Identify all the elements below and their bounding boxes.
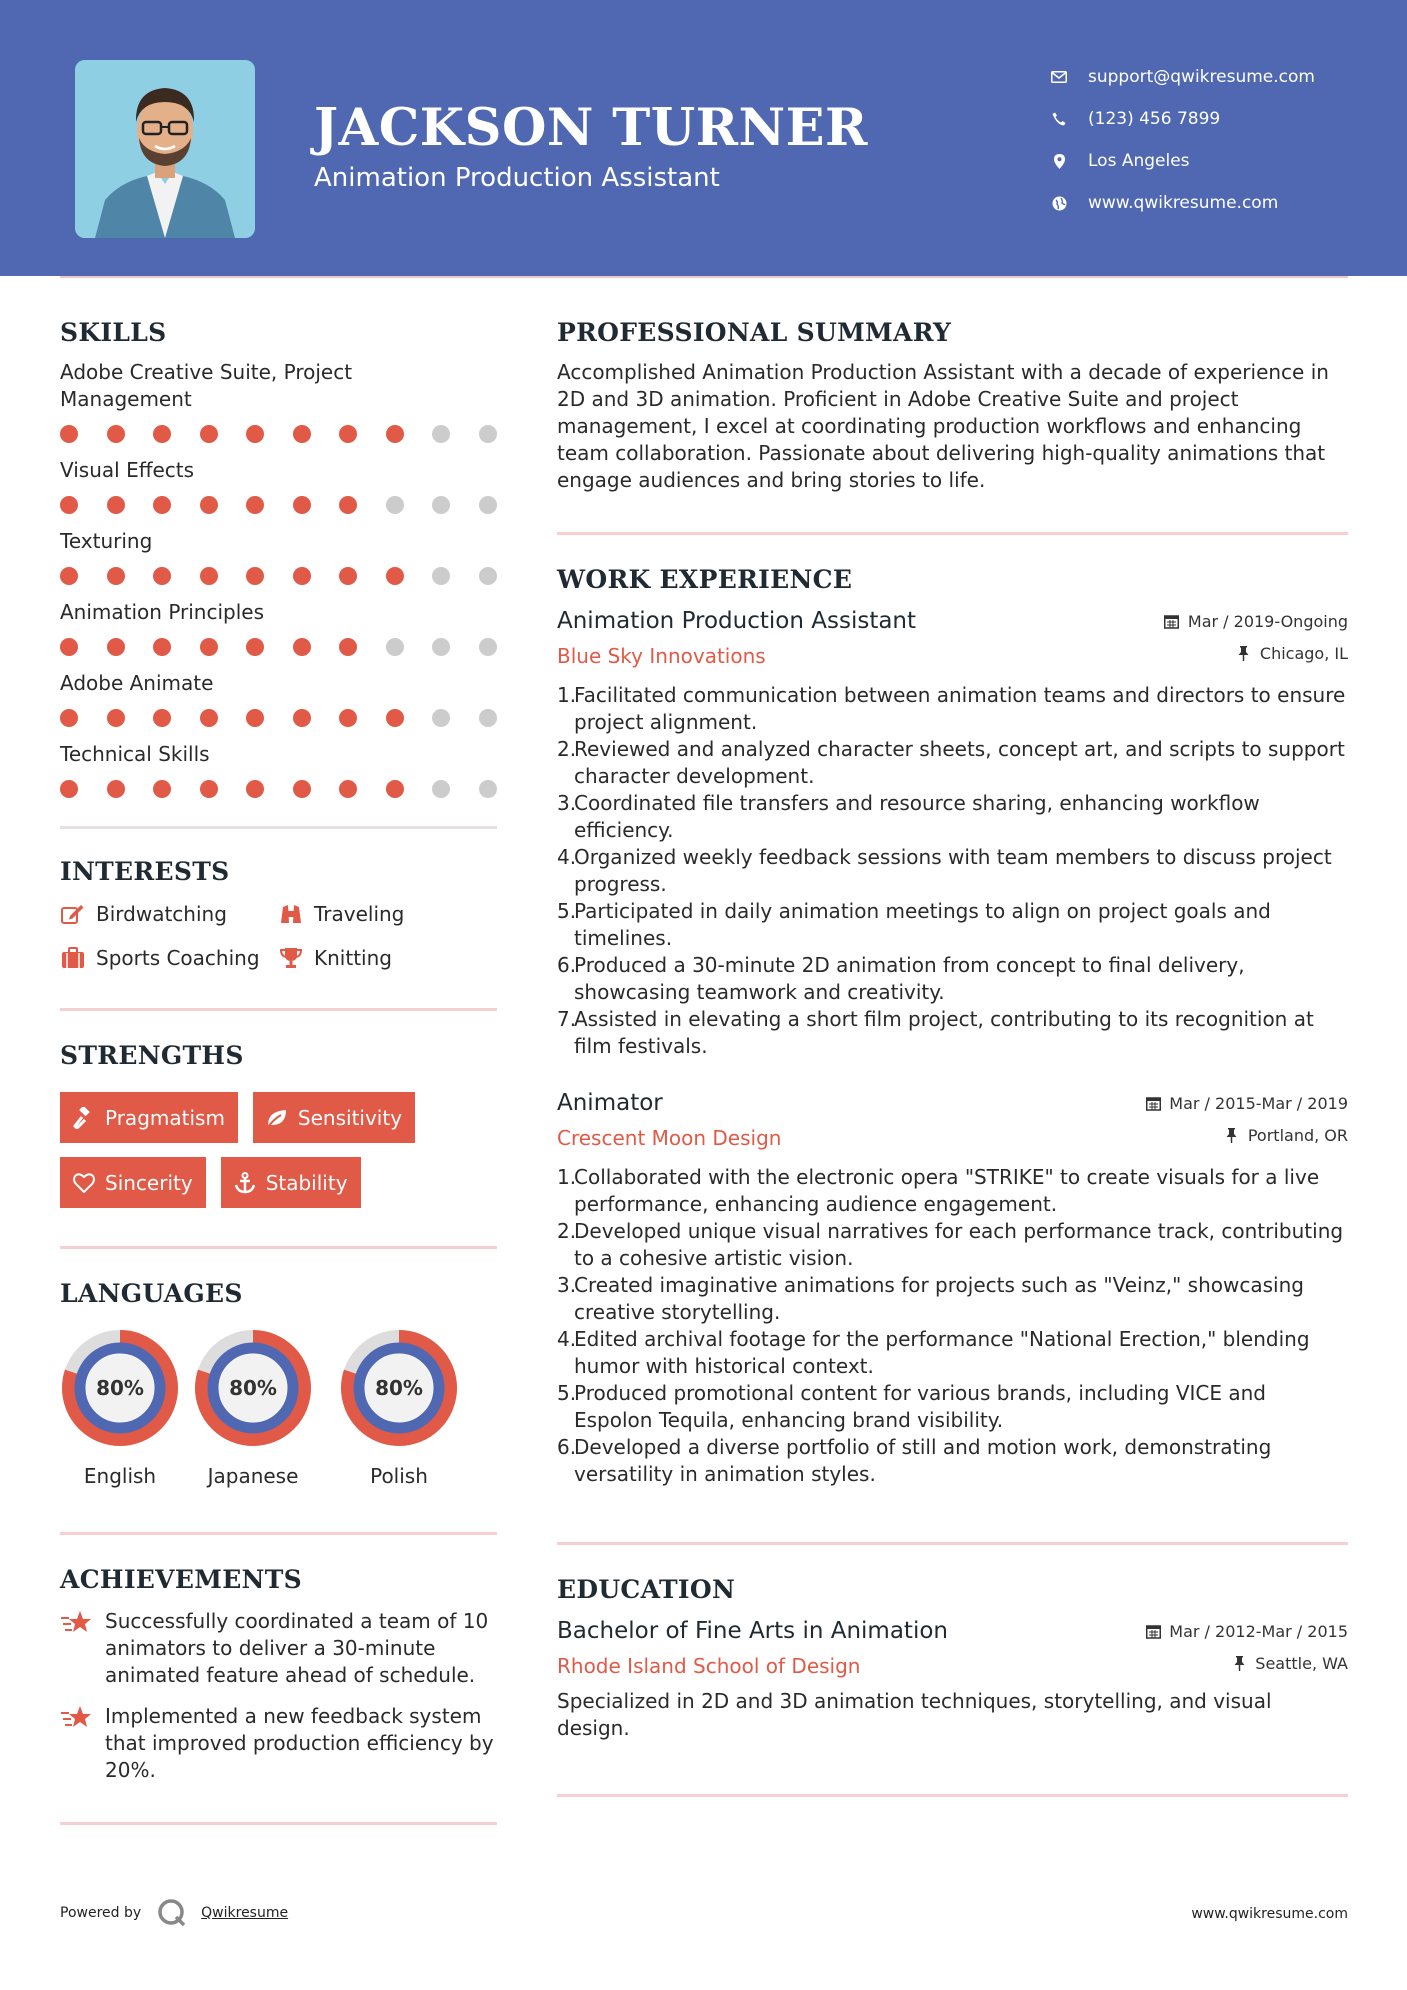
rating-dot-filled — [200, 638, 218, 656]
interest-label: Knitting — [314, 946, 392, 970]
rating-dot-filled — [386, 780, 404, 798]
bullet-text: Produced promotional content for various brands, including VICE and Espolon Tequila, enhancing brand visibility. — [574, 1381, 1267, 1432]
section-divider — [60, 1008, 497, 1011]
header-divider — [60, 276, 1348, 278]
rating-dot-filled — [107, 425, 125, 443]
job-location-text: Portland, OR — [1247, 1126, 1348, 1145]
header — [0, 0, 1407, 276]
job-bullets — [557, 682, 1348, 1060]
education-head — [557, 1618, 1348, 1644]
strength-label: Stability — [265, 1170, 348, 1195]
summary-section — [557, 318, 1348, 494]
rating-dot-filled — [153, 567, 171, 585]
rating-dot-filled — [153, 496, 171, 514]
map-marker-icon — [1050, 152, 1068, 170]
rating-dot-filled — [386, 567, 404, 585]
languages-heading: LANGUAGES — [60, 1279, 243, 1308]
job-dates — [1145, 1094, 1348, 1113]
rating-dot-filled — [293, 425, 311, 443]
achievement-text: Implemented a new feedback system that improved production efficiency by 20%. — [105, 1704, 494, 1782]
rating-dot-filled — [246, 638, 264, 656]
rating-dot-filled — [200, 425, 218, 443]
skill-name: Animation Principles — [60, 600, 265, 624]
profile-photo — [75, 60, 255, 238]
language-percent: 80% — [229, 1376, 277, 1400]
rating-dot-filled — [339, 567, 357, 585]
rating-dot-filled — [246, 780, 264, 798]
interest-label: Traveling — [314, 902, 405, 926]
rating-dot-filled — [246, 496, 264, 514]
rating-dot-filled — [60, 638, 78, 656]
strength-badge — [60, 1157, 206, 1208]
experience-section — [557, 565, 1348, 1488]
bullet-number: 6. — [557, 1435, 577, 1459]
rating-dot-empty — [432, 638, 450, 656]
job-entry — [557, 1090, 1348, 1488]
strength-label: Sensitivity — [297, 1105, 403, 1130]
section-divider — [60, 1532, 497, 1535]
section-divider — [60, 1822, 497, 1825]
heart-icon — [73, 1172, 95, 1194]
languages-list — [60, 1328, 497, 1488]
interests-list — [60, 902, 497, 970]
rating-dot-filled — [60, 425, 78, 443]
interest-item — [60, 946, 278, 970]
strengths-section — [60, 1041, 497, 1208]
rating-dot-filled — [153, 425, 171, 443]
left-column — [60, 318, 497, 1825]
achievement-item — [60, 1608, 497, 1689]
skill-rating — [60, 496, 497, 514]
section-divider — [60, 1246, 497, 1249]
bullet-number: 1. — [557, 683, 577, 707]
bullet-text: Participated in daily animation meetings to align on project goals and timelines. — [574, 899, 1271, 950]
language-name: Polish — [370, 1464, 428, 1488]
contact-location — [1050, 140, 1315, 182]
job-dates — [1164, 612, 1348, 631]
candidate-title: Animation Production Assistant — [314, 163, 720, 193]
skill-rating — [60, 425, 497, 443]
job-head — [557, 608, 1348, 634]
contact-website-text: www.qwikresume.com — [1088, 193, 1279, 213]
education-dates — [1145, 1622, 1348, 1641]
job-bullet — [557, 844, 1348, 898]
education-description: Specialized in 2D and 3D animation techniques, storytelling, and visual design. — [557, 1689, 1272, 1740]
contact-list — [1050, 56, 1315, 224]
interest-label: Birdwatching — [96, 902, 227, 926]
rating-dot-filled — [60, 567, 78, 585]
experience-heading: WORK EXPERIENCE — [557, 565, 853, 594]
leaf-icon — [266, 1107, 288, 1129]
rating-dot-filled — [246, 567, 264, 585]
job-bullet — [557, 898, 1348, 952]
footer-website[interactable]: www.qwikresume.com — [1191, 1906, 1348, 1922]
rating-dot-empty — [432, 425, 450, 443]
bullet-text: Developed unique visual narratives for each performance track, contributing to a cohesive artistic vision. — [574, 1219, 1344, 1270]
language-ring — [193, 1328, 313, 1448]
contact-location-text: Los Angeles — [1088, 151, 1190, 171]
pin-icon — [1224, 1128, 1240, 1144]
skill-name: Texturing — [60, 529, 153, 553]
interest-item — [278, 946, 478, 970]
bullet-number: 5. — [557, 899, 577, 923]
job-subhead — [557, 1126, 1348, 1150]
job-title: Animator — [557, 1090, 663, 1116]
interest-label: Sports Coaching — [96, 946, 260, 970]
language-percent: 80% — [375, 1376, 423, 1400]
rating-dot-filled — [107, 638, 125, 656]
bullet-number: 3. — [557, 1273, 577, 1297]
language-ring — [339, 1328, 459, 1448]
rating-dot-empty — [386, 638, 404, 656]
rating-dot-filled — [339, 425, 357, 443]
achievements-heading: ACHIEVEMENTS — [60, 1565, 302, 1594]
bullet-number: 3. — [557, 791, 577, 815]
bullet-number: 7. — [557, 1007, 577, 1031]
rating-dot-filled — [200, 496, 218, 514]
job-dates-text: Mar / 2019-Ongoing — [1187, 612, 1348, 631]
pin-icon — [1231, 1656, 1247, 1672]
skill-name: Technical Skills — [60, 742, 210, 766]
rating-dot-filled — [386, 425, 404, 443]
contact-phone[interactable] — [1050, 98, 1315, 140]
rating-dot-filled — [60, 709, 78, 727]
language-percent: 80% — [96, 1376, 144, 1400]
education-location-text: Seattle, WA — [1255, 1654, 1348, 1673]
rating-dot-empty — [432, 709, 450, 727]
achievement-item — [60, 1703, 497, 1784]
skill-name: Adobe Animate — [60, 671, 214, 695]
rating-dot-filled — [339, 638, 357, 656]
strength-badge — [221, 1157, 361, 1208]
strength-label: Pragmatism — [105, 1105, 225, 1130]
calendar-icon — [1164, 614, 1180, 630]
language-name: English — [83, 1464, 157, 1488]
trophy-icon — [278, 946, 304, 970]
phone-icon — [1050, 110, 1068, 128]
brand-link[interactable]: Qwikresume — [201, 1905, 289, 1921]
section-divider — [557, 1542, 1348, 1545]
interest-item — [278, 902, 478, 926]
job-bullet — [557, 1006, 1348, 1060]
gavel-icon — [73, 1107, 95, 1129]
language-item — [60, 1328, 180, 1488]
rating-dot-filled — [200, 567, 218, 585]
summary-heading: PROFESSIONAL SUMMARY — [557, 318, 952, 347]
achievements-section — [60, 1565, 497, 1784]
pin-icon — [1236, 646, 1252, 662]
rating-dot-empty — [432, 780, 450, 798]
bullet-text: Organized weekly feedback sessions with team members to discuss project progress. — [574, 845, 1332, 896]
skills-heading: SKILLS — [60, 318, 167, 347]
rating-dot-filled — [293, 496, 311, 514]
job-bullet — [557, 1326, 1348, 1380]
education-heading: EDUCATION — [557, 1575, 736, 1604]
job-location — [1236, 644, 1348, 663]
rating-dot-empty — [479, 496, 497, 514]
rating-dot-filled — [339, 709, 357, 727]
strength-badge — [60, 1092, 238, 1143]
job-bullet — [557, 952, 1348, 1006]
qwikresume-logo-icon — [157, 1898, 187, 1928]
section-divider — [557, 532, 1348, 535]
rating-dot-filled — [293, 709, 311, 727]
bullet-text: Developed a diverse portfolio of still and motion work, demonstrating versatility in animation styles. — [574, 1435, 1272, 1486]
rating-dot-empty — [479, 780, 497, 798]
education-location — [1231, 1654, 1348, 1673]
rating-dot-empty — [479, 567, 497, 585]
skills-section — [60, 318, 497, 798]
job-bullet — [557, 1218, 1348, 1272]
job-location-text: Chicago, IL — [1259, 644, 1348, 663]
rating-dot-filled — [107, 780, 125, 798]
powered-by-label: Powered by — [60, 1905, 142, 1921]
job-bullet — [557, 1380, 1348, 1434]
bullet-text: Created imaginative animations for projects such as "Veinz," showcasing creative storytelling. — [574, 1273, 1304, 1324]
rating-dot-filled — [293, 780, 311, 798]
language-ring — [60, 1328, 180, 1448]
education-subhead — [557, 1654, 1348, 1678]
skill-name: Adobe Creative Suite, Project Management — [60, 360, 353, 411]
education-dates-text: Mar / 2012-Mar / 2015 — [1169, 1622, 1348, 1641]
rating-dot-filled — [293, 638, 311, 656]
language-name: Japanese — [207, 1464, 299, 1488]
rating-dot-filled — [339, 780, 357, 798]
bullet-text: Reviewed and analyzed character sheets, concept art, and scripts to support character development. — [574, 737, 1345, 788]
job-head — [557, 1090, 1348, 1116]
bullet-text: Edited archival footage for the performance "National Erection," blending humor with historical context. — [574, 1327, 1310, 1378]
rating-dot-filled — [153, 638, 171, 656]
contact-phone-text: (123) 456 7899 — [1088, 109, 1221, 129]
skill-name: Visual Effects — [60, 458, 195, 482]
bullet-text: Facilitated communication between animation teams and directors to ensure project alignment. — [574, 683, 1346, 734]
rating-dot-filled — [153, 780, 171, 798]
globe-icon — [1050, 194, 1068, 212]
bullet-number: 2. — [557, 737, 577, 761]
anchor-icon — [234, 1172, 256, 1194]
bullet-number: 2. — [557, 1219, 577, 1243]
job-list — [557, 608, 1348, 1488]
achievement-text: Successfully coordinated a team of 10 animators to deliver a 30-minute animated feature ahead of schedule. — [105, 1609, 489, 1687]
job-bullet — [557, 682, 1348, 736]
skill-rating — [60, 780, 497, 798]
degree-title: Bachelor of Fine Arts in Animation — [557, 1618, 948, 1644]
contact-website[interactable] — [1050, 182, 1315, 224]
envelope-icon — [1050, 68, 1068, 86]
strength-label: Sincerity — [105, 1170, 193, 1195]
rating-dot-empty — [386, 496, 404, 514]
rating-dot-filled — [107, 709, 125, 727]
star-icon — [60, 1608, 94, 1689]
rating-dot-filled — [293, 567, 311, 585]
star-icon — [60, 1703, 94, 1784]
summary-text: Accomplished Animation Production Assistant with a decade of experience in 2D and 3D animation. Proficient in Adobe Creative Suite and project management, I excel at coordinating production workflows and enhancing team collaboration. Passionate about delivering high-quality animations that engage audiences and bring stories to life. — [557, 360, 1329, 492]
skill-rating — [60, 638, 497, 656]
job-bullets — [557, 1164, 1348, 1488]
bullet-number: 4. — [557, 845, 577, 869]
footer-powered-by — [60, 1898, 288, 1928]
strengths-heading: STRENGTHS — [60, 1041, 244, 1070]
strengths-list — [60, 1092, 497, 1208]
bullet-text: Produced a 30-minute 2D animation from concept to final delivery, showcasing teamwork and creativity. — [574, 953, 1245, 1004]
strength-badge — [253, 1092, 415, 1143]
company-name: Blue Sky Innovations — [557, 644, 766, 668]
education-section — [557, 1575, 1348, 1742]
job-entry — [557, 608, 1348, 1060]
rating-dot-filled — [386, 709, 404, 727]
language-item — [326, 1328, 472, 1488]
rating-dot-empty — [479, 425, 497, 443]
candidate-name: JACKSON TURNER — [314, 98, 868, 158]
interests-section — [60, 857, 497, 970]
skill-rating — [60, 567, 497, 585]
section-divider — [60, 826, 497, 829]
calendar-icon — [1145, 1624, 1161, 1640]
calendar-icon — [1145, 1096, 1161, 1112]
company-name: Crescent Moon Design — [557, 1126, 782, 1150]
rating-dot-filled — [246, 709, 264, 727]
binoculars-icon — [278, 902, 304, 926]
rating-dot-filled — [107, 496, 125, 514]
job-bullet — [557, 1434, 1348, 1488]
rating-dot-filled — [339, 496, 357, 514]
skill-rating — [60, 709, 497, 727]
interest-item — [60, 902, 278, 926]
rating-dot-empty — [432, 496, 450, 514]
section-divider — [557, 1794, 1348, 1797]
bullet-number: 4. — [557, 1327, 577, 1351]
rating-dot-empty — [432, 567, 450, 585]
rating-dot-filled — [60, 780, 78, 798]
contact-email-text: support@qwikresume.com — [1088, 67, 1315, 87]
rating-dot-filled — [60, 496, 78, 514]
contact-email[interactable] — [1050, 56, 1315, 98]
rating-dot-filled — [200, 709, 218, 727]
bullet-number: 6. — [557, 953, 577, 977]
bullet-text: Collaborated with the electronic opera "STRIKE" to create visuals for a live performance, enhancing audience engagement. — [574, 1165, 1320, 1216]
rating-dot-filled — [246, 425, 264, 443]
edit-icon — [60, 902, 86, 926]
job-title: Animation Production Assistant — [557, 608, 917, 634]
bullet-text: Assisted in elevating a short film project, contributing to its recognition at film festivals. — [574, 1007, 1314, 1058]
rating-dot-empty — [479, 638, 497, 656]
bullet-number: 1. — [557, 1165, 577, 1189]
rating-dot-filled — [153, 709, 171, 727]
job-dates-text: Mar / 2015-Mar / 2019 — [1169, 1094, 1348, 1113]
job-bullet — [557, 1272, 1348, 1326]
job-bullet — [557, 790, 1348, 844]
briefcase-icon — [60, 946, 86, 970]
skills-list — [60, 359, 497, 798]
job-bullet — [557, 1164, 1348, 1218]
bullet-number: 5. — [557, 1381, 577, 1405]
interests-heading: INTERESTS — [60, 857, 230, 886]
job-subhead — [557, 644, 1348, 668]
rating-dot-empty — [479, 709, 497, 727]
job-bullet — [557, 736, 1348, 790]
right-column — [557, 318, 1348, 1797]
languages-section — [60, 1279, 497, 1488]
rating-dot-filled — [200, 780, 218, 798]
job-location — [1224, 1126, 1348, 1145]
rating-dot-filled — [107, 567, 125, 585]
school-name: Rhode Island School of Design — [557, 1654, 861, 1678]
bullet-text: Coordinated file transfers and resource sharing, enhancing workflow efficiency. — [574, 791, 1260, 842]
language-item — [180, 1328, 326, 1488]
